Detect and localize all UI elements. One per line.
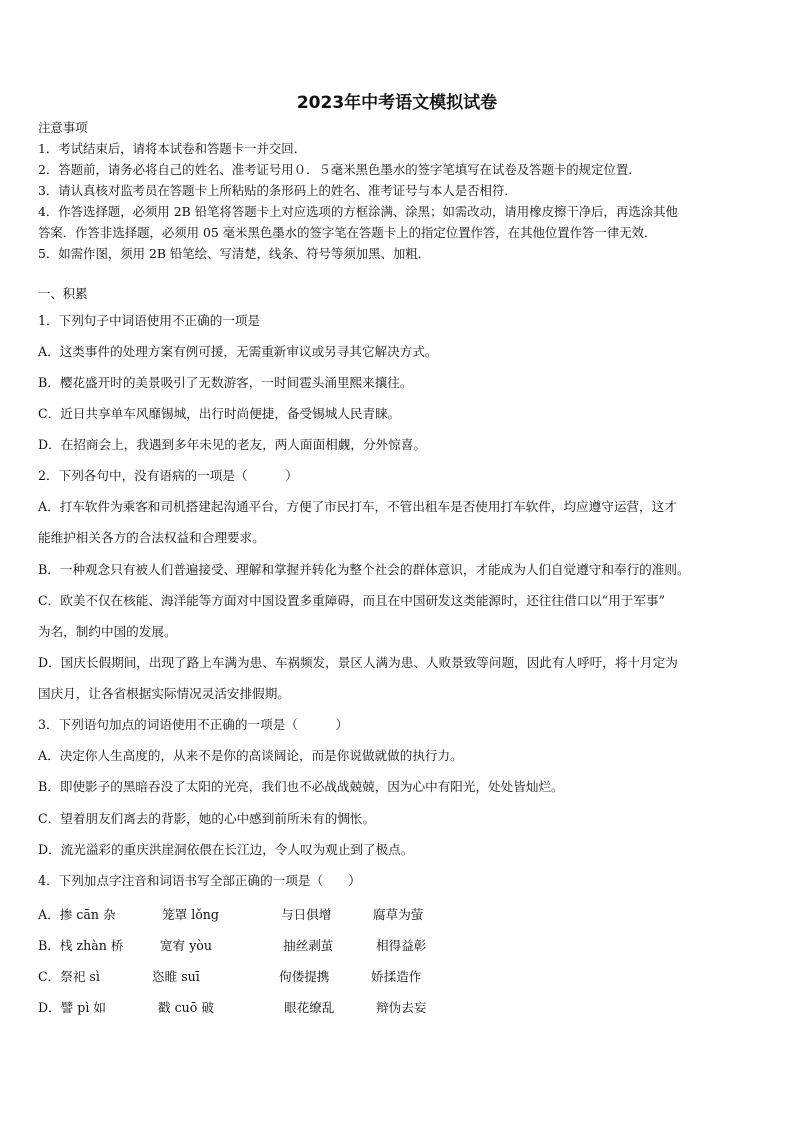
question-option: D．国庆长假期间，出现了路上车满为患、车祸频发，景区人满为患、人败景致等问题，因此有人呼吁，将十月定为 <box>38 655 678 670</box>
q4-cell: 宽宥 yòu <box>160 938 212 953</box>
q4-cell: 戳 cuō 破 <box>158 1000 214 1015</box>
notice-heading: 注意事项 <box>38 120 88 135</box>
notice-item: 答案．作答非选择题，必须用 05 毫米黑色墨水的签字笔在答题卡上的指定位置作答，在其他位置作答一律无效． <box>38 225 657 240</box>
notice-item: 4．作答选择题，必须用 2B 铅笔将答题卡上对应选项的方框涂满、涂黑；如需改动，请用橡皮擦干净后，再选涂其他 <box>38 204 678 219</box>
q4-cell: 抽丝剥茧 <box>283 938 334 953</box>
question-option: D．流光溢彩的重庆洪崖洞依偎在长江边，令人叹为观止到了极点。 <box>38 842 414 857</box>
question-stem: 3．下列语句加点的词语使用不正确的一项是（ ） <box>38 717 349 732</box>
question-stem: 2．下列各句中，没有语病的一项是（ ） <box>38 468 298 483</box>
question-option: 能维护相关各方的合法权益和合理要求。 <box>38 530 265 545</box>
notice-item: 1．考试结束后，请将本试卷和答题卡一并交回． <box>38 141 307 156</box>
question-option: A．决定你人生高度的，从来不是你的高谈阔论，而是你说做就做的执行力。 <box>38 748 463 763</box>
question-option: C．望着朋友们离去的背影，她的心中感到前所未有的惆怅。 <box>38 811 376 826</box>
q4-cell: 相得益彰 <box>376 938 427 953</box>
q4-cell: B．栈 zhàn 桥 <box>38 938 124 953</box>
question-option: C．欧美不仅在核能、海洋能等方面对中国设置多重障碍，而且在中国研发这类能源时，还往往借口以“用于军事” <box>38 593 666 608</box>
q4-cell: 笼罩 lǒng <box>162 907 219 922</box>
section-heading: 一、积累 <box>38 286 88 301</box>
q4-cell: 佝偻提携 <box>279 969 330 984</box>
q4-cell: 腐草为萤 <box>373 907 424 922</box>
q4-cell: 眼花缭乱 <box>284 1000 335 1015</box>
question-option: B．即使影子的黑暗吞没了太阳的光亮，我们也不必战战兢兢，因为心中有阳光，处处皆灿烂。 <box>38 779 564 794</box>
q4-cell: D．譬 pì 如 <box>38 1000 106 1015</box>
notice-item: 5．如需作图，须用 2B 铅笔绘、写清楚，线条、符号等须加黑、加粗． <box>38 246 431 261</box>
page-title: 2023年中考语文模拟试卷 <box>296 93 498 113</box>
q4-cell: A．掺 cān 杂 <box>38 907 116 922</box>
question-option: D．在招商会上，我遇到多年未见的老友，两人面面相觑，分外惊喜。 <box>38 437 426 452</box>
q4-cell: 辩伪去妄 <box>376 1000 427 1015</box>
question-option: B．樱花盛开时的美景吸引了无数游客，一时间雹头涌里熙来攘往。 <box>38 375 413 390</box>
q4-cell: C．祭祀 sì <box>38 969 100 984</box>
question-option: A．打车软件为乘客和司机搭建起沟通平台，方便了市民打车，不管出租车是否使用打车软件，均应遵守运营，这才 <box>38 499 677 514</box>
question-option: B．一种观念只有被人们普遍接受、理解和掌握并转化为整个社会的群体意识，才能成为人们自觉遵守和奉行的准则。 <box>38 562 690 577</box>
q4-cell: 娇揉造作 <box>371 969 422 984</box>
question-option: 为名，制约中国的发展。 <box>38 624 177 639</box>
question-stem: 4．下列加点字注音和词语书写全部正确的一项是（ ） <box>38 873 361 888</box>
question-option: C．近日共享单车风靡锡城，出行时尚便捷，备受锡城人民青睐。 <box>38 406 401 421</box>
notice-item: 3．请认真核对监考员在答题卡上所粘贴的条形码上的姓名、准考证号与本人是否相符． <box>38 183 517 198</box>
question-stem: 1．下列句子中词语使用不正确的一项是 <box>38 313 261 328</box>
notice-item: 2．答题前，请务必将自己的姓名、准考证号用０．５毫米黑色墨水的签字笔填写在试卷及答题卡的规定位置． <box>38 162 641 177</box>
q4-cell: 恣睢 suī <box>152 969 200 984</box>
q4-cell: 与日俱增 <box>281 907 332 922</box>
question-option: 国庆月，让各省根据实际情况灵活安排假期。 <box>38 686 290 701</box>
question-option: A．这类事件的处理方案有例可援，无需重新审议或另寻其它解决方式。 <box>38 344 438 359</box>
